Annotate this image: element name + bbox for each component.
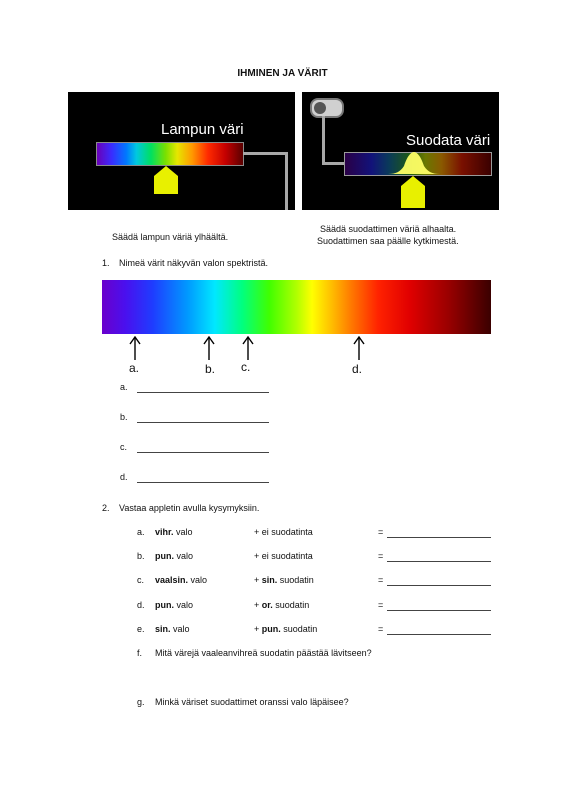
row-a-equals: = bbox=[378, 527, 384, 537]
row-a-light bbox=[155, 527, 193, 537]
row-b-equals: = bbox=[378, 551, 384, 561]
row-c-letter: c. bbox=[137, 575, 145, 585]
arrow-up-icon bbox=[129, 336, 141, 360]
page-title: IHMINEN JA VÄRIT bbox=[237, 68, 328, 79]
filter-toggle-switch[interactable] bbox=[310, 98, 344, 118]
arrow-up-icon bbox=[242, 336, 254, 360]
filter-caption-2: Suodattimen saa päälle kytkimestä. bbox=[317, 236, 459, 246]
row-e-light-word: valo bbox=[170, 624, 190, 634]
connector-line bbox=[322, 162, 346, 165]
row-c-light-word: valo bbox=[188, 575, 208, 585]
row-b-light bbox=[155, 551, 193, 561]
row-d-filter-word: suodatin bbox=[272, 600, 310, 610]
answer-blank-d[interactable] bbox=[137, 482, 269, 483]
connector-line bbox=[322, 116, 325, 164]
answer-blank-2a[interactable] bbox=[387, 537, 491, 538]
row-f-question: Mitä värejä vaaleanvihreä suodatin päästää lävitseen? bbox=[155, 648, 372, 658]
row-e-light bbox=[155, 624, 190, 634]
row-a-letter: a. bbox=[137, 527, 145, 537]
row-c-light bbox=[155, 575, 207, 585]
row-a-filter-word: ei suodatinta bbox=[261, 527, 313, 537]
toggle-knob bbox=[314, 102, 326, 114]
row-d-light-word: valo bbox=[174, 600, 194, 610]
answer-blank-a[interactable] bbox=[137, 392, 269, 393]
row-d-color: pun. bbox=[155, 600, 174, 610]
arrow-label-d: d. bbox=[352, 362, 363, 376]
row-b-filter-word: ei suodatinta bbox=[261, 551, 313, 561]
lamp-slider-handle-icon[interactable] bbox=[152, 164, 180, 196]
row-e-color: sin. bbox=[155, 624, 171, 634]
filter-caption-1: Säädä suodattimen väriä alhaalta. bbox=[320, 224, 457, 234]
row-g-question: Minkä väriset suodattimet oranssi valo läpäisee? bbox=[155, 697, 349, 707]
row-b-letter: b. bbox=[137, 551, 145, 561]
row-e-filter-color: pun. bbox=[261, 624, 281, 634]
plus-sign: + bbox=[254, 624, 262, 634]
filter-color-title: Suodata väri bbox=[406, 132, 491, 149]
arrow-up-icon bbox=[353, 336, 365, 360]
visible-light-spectrum bbox=[102, 280, 491, 334]
row-d-light bbox=[155, 600, 193, 610]
row-b-light-word: valo bbox=[174, 551, 194, 561]
row-c-filter-color: sin. bbox=[261, 575, 278, 585]
arrow-label-a: a. bbox=[129, 361, 140, 375]
arrow-label-b: b. bbox=[205, 362, 216, 376]
blank-label-b: b. bbox=[120, 412, 128, 422]
lamp-caption: Säädä lampun väriä ylhäältä. bbox=[112, 232, 229, 242]
row-g-letter: g. bbox=[137, 697, 145, 707]
row-d-equals: = bbox=[378, 600, 384, 610]
row-f-letter: f. bbox=[137, 648, 143, 658]
question-1-number: 1. bbox=[102, 258, 110, 268]
plus-sign: + bbox=[254, 527, 262, 537]
row-a-light-word: valo bbox=[173, 527, 193, 537]
row-c-equals: = bbox=[378, 575, 384, 585]
answer-blank-2b[interactable] bbox=[387, 561, 491, 562]
connector-line bbox=[243, 152, 288, 155]
question-2-number: 2. bbox=[102, 503, 110, 513]
row-a-color: vihr. bbox=[155, 527, 174, 537]
plus-sign: + bbox=[254, 575, 262, 585]
arrow-label-c: c. bbox=[241, 360, 251, 374]
lamp-color-panel bbox=[68, 92, 295, 210]
row-c-filter-word: suodatin bbox=[277, 575, 314, 585]
row-b-filter bbox=[254, 551, 313, 561]
row-e-letter: e. bbox=[137, 624, 145, 634]
lamp-spectrum-bar[interactable] bbox=[96, 142, 244, 166]
row-b-color: pun. bbox=[155, 551, 174, 561]
blank-label-a: a. bbox=[120, 382, 128, 392]
filter-color-panel bbox=[302, 92, 499, 210]
row-c-filter bbox=[254, 575, 314, 585]
row-a-filter bbox=[254, 527, 313, 537]
plus-sign: + bbox=[254, 551, 262, 561]
blank-label-c: c. bbox=[120, 442, 128, 452]
row-e-filter bbox=[254, 624, 317, 634]
row-d-filter-color: or. bbox=[261, 600, 273, 610]
row-e-filter-word: suodatin bbox=[280, 624, 318, 634]
answer-blank-2e[interactable] bbox=[387, 634, 491, 635]
question-2-text: Vastaa appletin avulla kysymyksiin. bbox=[119, 503, 260, 513]
row-c-color: vaalsin. bbox=[155, 575, 189, 585]
plus-sign: + bbox=[254, 600, 262, 610]
row-e-equals: = bbox=[378, 624, 384, 634]
lamp-color-title: Lampun väri bbox=[161, 121, 244, 138]
answer-blank-2c[interactable] bbox=[387, 585, 491, 586]
filter-slider-handle-icon[interactable] bbox=[399, 174, 427, 210]
arrow-up-icon bbox=[203, 336, 215, 360]
answer-blank-b[interactable] bbox=[137, 422, 269, 423]
row-d-letter: d. bbox=[137, 600, 145, 610]
row-d-filter bbox=[254, 600, 309, 610]
blank-label-d: d. bbox=[120, 472, 128, 482]
answer-blank-c[interactable] bbox=[137, 452, 269, 453]
connector-line bbox=[285, 152, 288, 210]
answer-blank-2d[interactable] bbox=[387, 610, 491, 611]
question-1-text: Nimeä värit näkyvän valon spektristä. bbox=[119, 258, 269, 268]
filter-peak-curve bbox=[344, 150, 490, 176]
